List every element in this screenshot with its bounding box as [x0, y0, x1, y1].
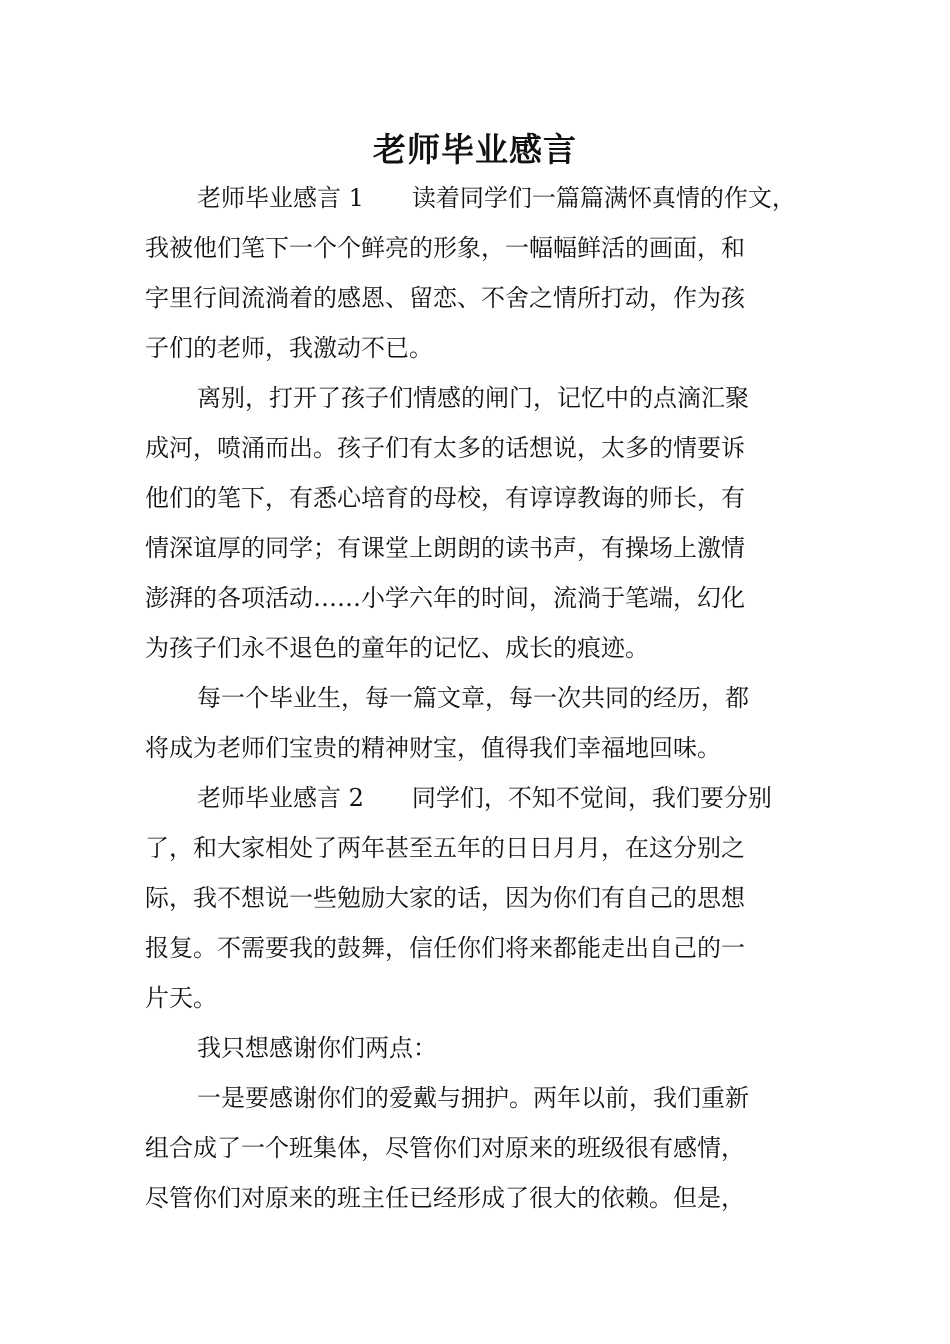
document-title: 老师毕业感言	[373, 130, 577, 169]
paragraph-line: 离别，打开了孩子们情感的闸门，记忆中的点滴汇聚	[197, 384, 749, 412]
paragraph-line: 我只想感谢你们两点：	[197, 1034, 437, 1062]
paragraph-line: 报复。不需要我的鼓舞，信任你们将来都能走出自己的一	[145, 934, 745, 962]
paragraph-line: 情深谊厚的同学；有课堂上朗朗的读书声，有操场上激情	[145, 534, 745, 562]
paragraph-line: 了，和大家相处了两年甚至五年的日日月月，在这分别之	[145, 834, 745, 862]
paragraph-line: 字里行间流淌着的感恩、留恋、不舍之情所打动，作为孩	[145, 284, 745, 312]
paragraph-line: 澎湃的各项活动……小学六年的时间，流淌于笔端，幻化	[145, 584, 745, 612]
line-text: 同学们，不知不觉间，我们要分别	[411, 784, 772, 812]
line-text: 读着同学们一篇篇满怀真情的作文，	[411, 184, 796, 212]
paragraph-line: 成河，喷涌而出。孩子们有太多的话想说，太多的情要诉	[145, 434, 745, 462]
paragraph-line: 组合成了一个班集体，尽管你们对原来的班级很有感情，	[145, 1134, 745, 1162]
paragraph-line: 将成为老师们宝贵的精神财宝，值得我们幸福地回味。	[145, 734, 721, 762]
paragraph-line: 每一个毕业生，每一篇文章，每一次共同的经历，都	[197, 684, 749, 712]
paragraph-line: 子们的老师，我激动不已。	[145, 334, 433, 362]
paragraph-line: 片天。	[145, 984, 217, 1012]
paragraph-line: 一是要感谢你们的爱戴与拥护。两年以前，我们重新	[197, 1084, 749, 1112]
paragraph-line	[197, 173, 810, 223]
paragraph-line: 际，我不想说一些勉励大家的话，因为你们有自己的思想	[145, 884, 745, 912]
paragraph-line: 尽管你们对原来的班主任已经形成了很大的依赖。但是，	[145, 1184, 745, 1212]
section-heading: 老师毕业感言 1	[197, 184, 364, 212]
paragraph-line: 我被他们笔下一个个鲜亮的形象，一幅幅鲜活的画面，和	[145, 234, 745, 262]
paragraph-line	[197, 773, 810, 823]
section-heading: 老师毕业感言 2	[197, 784, 364, 812]
paragraph-line: 他们的笔下，有悉心培育的母校，有谆谆教诲的师长，有	[145, 484, 745, 512]
paragraph-line: 为孩子们永不退色的童年的记忆、成长的痕迹。	[145, 634, 649, 662]
